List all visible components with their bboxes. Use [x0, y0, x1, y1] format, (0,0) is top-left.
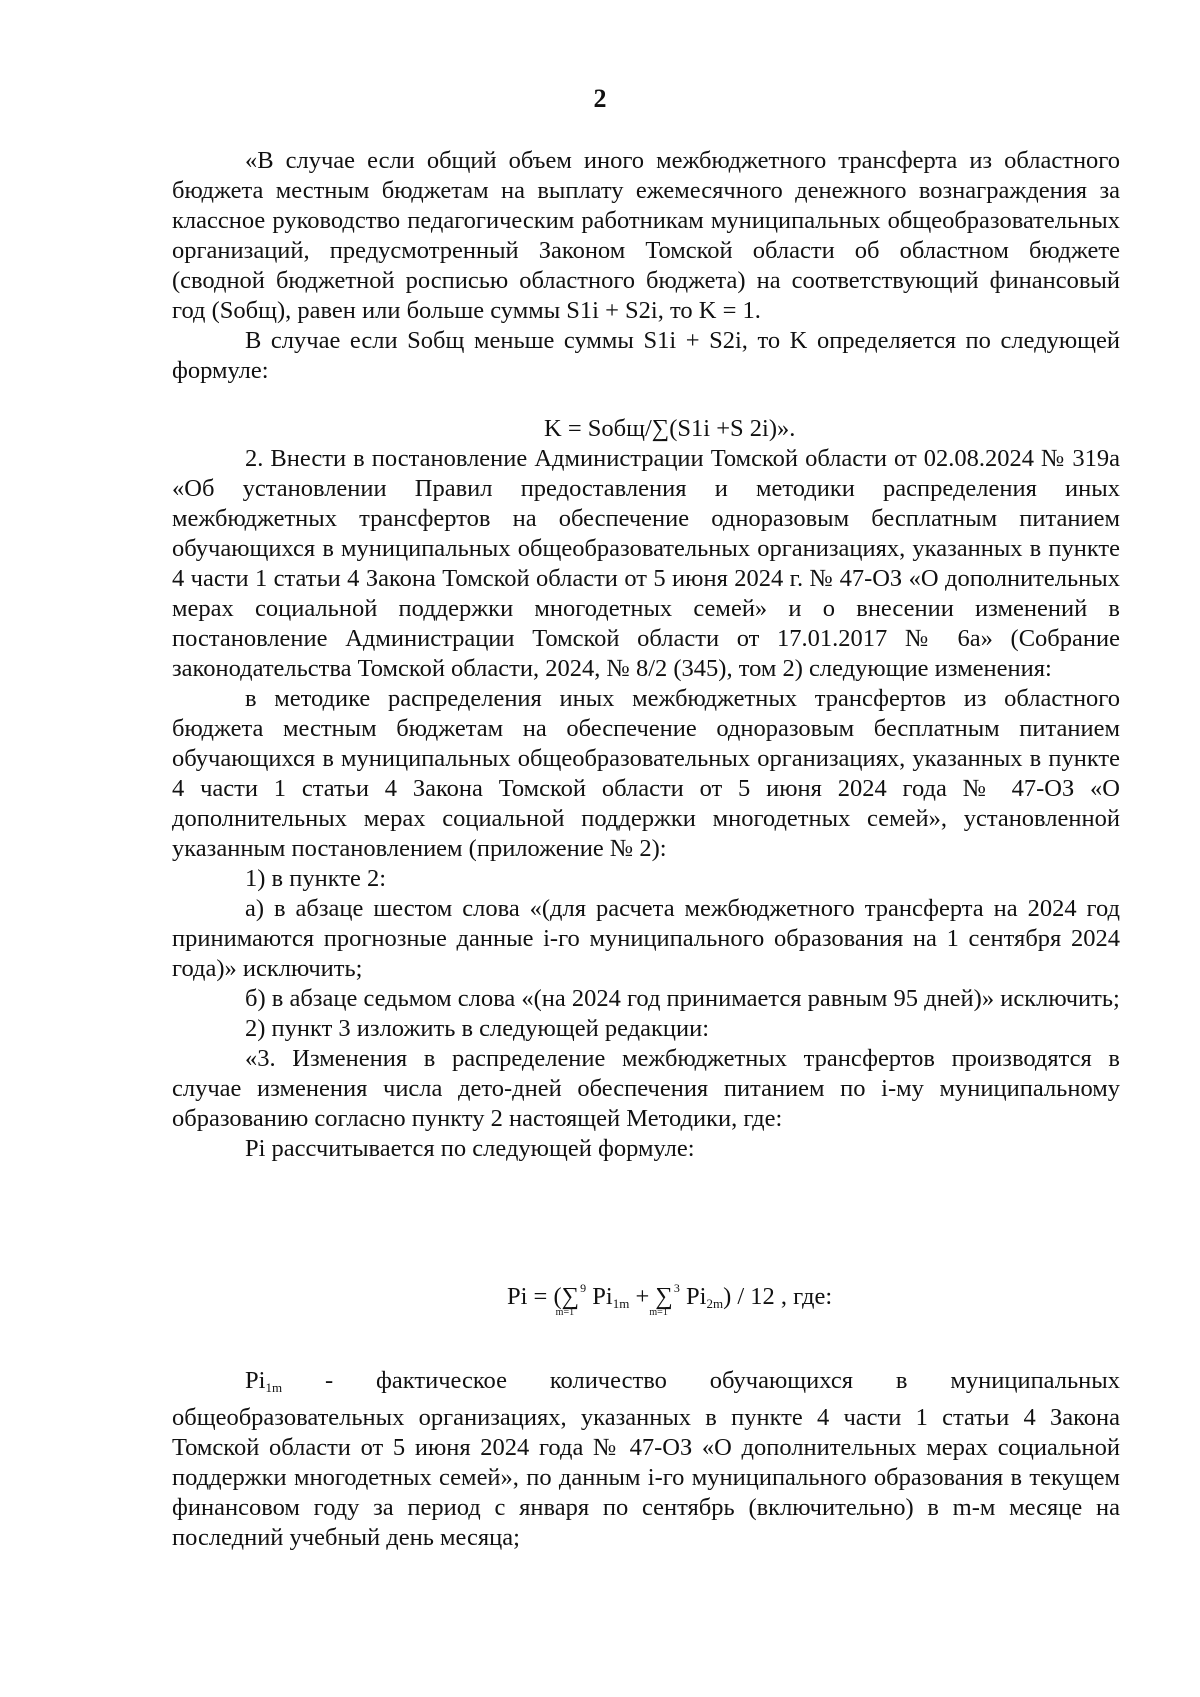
- paragraph: 1) в пункте 2:: [245, 865, 387, 892]
- formula-term: Pi: [592, 1283, 613, 1310]
- definition-text: - фактическое количество обучающихся в муниципальных общеобразовательных организациях, указанных в пункте 4 части 1 статьи 4 Закона Томской области от 5 июня 2024 года № 47-ОЗ «О дополнительных мерах социальной поддержки многодетных семей», по данным i-го муниципального образования в текущем финансовом году за период с января по сентябрь (включительно) в m-м месяце на последний учебный день месяца;: [172, 1367, 1120, 1551]
- paragraph: «В случае если общий объем иного межбюджетного трансферта из областного бюджета местным бюджетам на выплату ежемесячного денежного вознаграждения за классное руководство педагогическим работникам муниципальных общеобразовательных организаций, предусмотренный Законом Томской области об областном бюджете (сводной бюджетной росписью областного бюджета) на соответствующий финансовый год (Sобщ), равен или больше суммы S1i + S2i, то K = 1.: [172, 147, 1120, 324]
- sum-symbol: ∑$^9$ m=1: [555, 1281, 587, 1318]
- sum-lower-limit: m=1: [649, 1307, 668, 1318]
- paragraph: а) в абзаце шестом слова «(для расчета межбюджетного трансферта на 2024 год принимаются прогнозные данные i-го муниципального образования на 1 сентября 2024 года)» исключить;: [172, 895, 1120, 982]
- formula-subscript: 2m: [706, 1296, 724, 1311]
- formula-plus: +: [629, 1283, 656, 1310]
- sum-upper-limit: 3: [673, 1281, 680, 1295]
- paragraph: в методике распределения иных межбюджетных трансфертов из областного бюджета местным бюджетам на обеспечение одноразовым бесплатным питанием обучающихся в муниципальных общеобразовательных организациях, указанных в пункте 4 части 1 статьи 4 Закона Томской области от 5 июня 2024 года № 47-ОЗ «О дополнительных мерах социальной поддержки многодетных семей», установленной указанным постановлением (приложение № 2):: [172, 685, 1120, 862]
- formula-pi: [507, 1282, 832, 1319]
- paragraph: Pi рассчитывается по следующей формуле:: [245, 1135, 695, 1162]
- definition-symbol-subscript: 1m: [265, 1380, 283, 1395]
- paragraph: «3. Изменения в распределение межбюджетных трансфертов производятся в случае изменения числа дето-дней обеспечения питанием по i-му муниципальному образованию согласно пункту 2 настоящей Методики, где:: [172, 1045, 1120, 1132]
- paragraph: б) в абзаце седьмом слова «(на 2024 год принимается равным 95 дней)» исключить;: [245, 985, 1120, 1012]
- paragraph: 2. Внести в постановление Администрации Томской области от 02.08.2024 № 319а «Об установлении Правил предоставления и методики распределения иных межбюджетных трансфертов на обеспечение одноразовым бесплатным питанием обучающихся в муниципальных общеобразовательных организациях, указанных в пункте 4 части 1 статьи 4 Закона Томской области от 5 июня 2024 г. № 47-ОЗ «О дополнительных мерах социальной поддержки многодетных семей» и о внесении изменений в постановление Администрации Томской области от 17.01.2017 № 6а» (Собрание законодательства Томской области, 2024, № 8/2 (345), том 2) следующие изменения:: [172, 445, 1120, 682]
- formula-lhs: Pi = (: [507, 1283, 562, 1310]
- document-body: [172, 146, 1120, 1164]
- sum-lower-limit: m=1: [555, 1307, 575, 1318]
- definitions: [172, 1366, 1120, 1553]
- definition-pi1m: [172, 1366, 1120, 1553]
- paragraph: 2) пункт 3 изложить в следующей редакции:: [245, 1015, 710, 1042]
- paragraph: В случае если Sобщ меньше суммы S1i + S2i, то K определяется по следующей формуле:: [172, 327, 1120, 384]
- sum-symbol: ∑$^3$ m=1: [649, 1281, 680, 1318]
- sum-upper-limit: 9: [580, 1281, 587, 1295]
- formula-subscript: 1m: [612, 1296, 630, 1311]
- definition-symbol: Pi: [245, 1367, 266, 1394]
- formula-term: Pi: [686, 1283, 707, 1310]
- page-number: 2: [593, 84, 607, 113]
- formula-tail: ) / 12 , где:: [723, 1283, 833, 1310]
- formula-k: K = Sобщ/∑(S1i +S 2i)».: [544, 415, 796, 442]
